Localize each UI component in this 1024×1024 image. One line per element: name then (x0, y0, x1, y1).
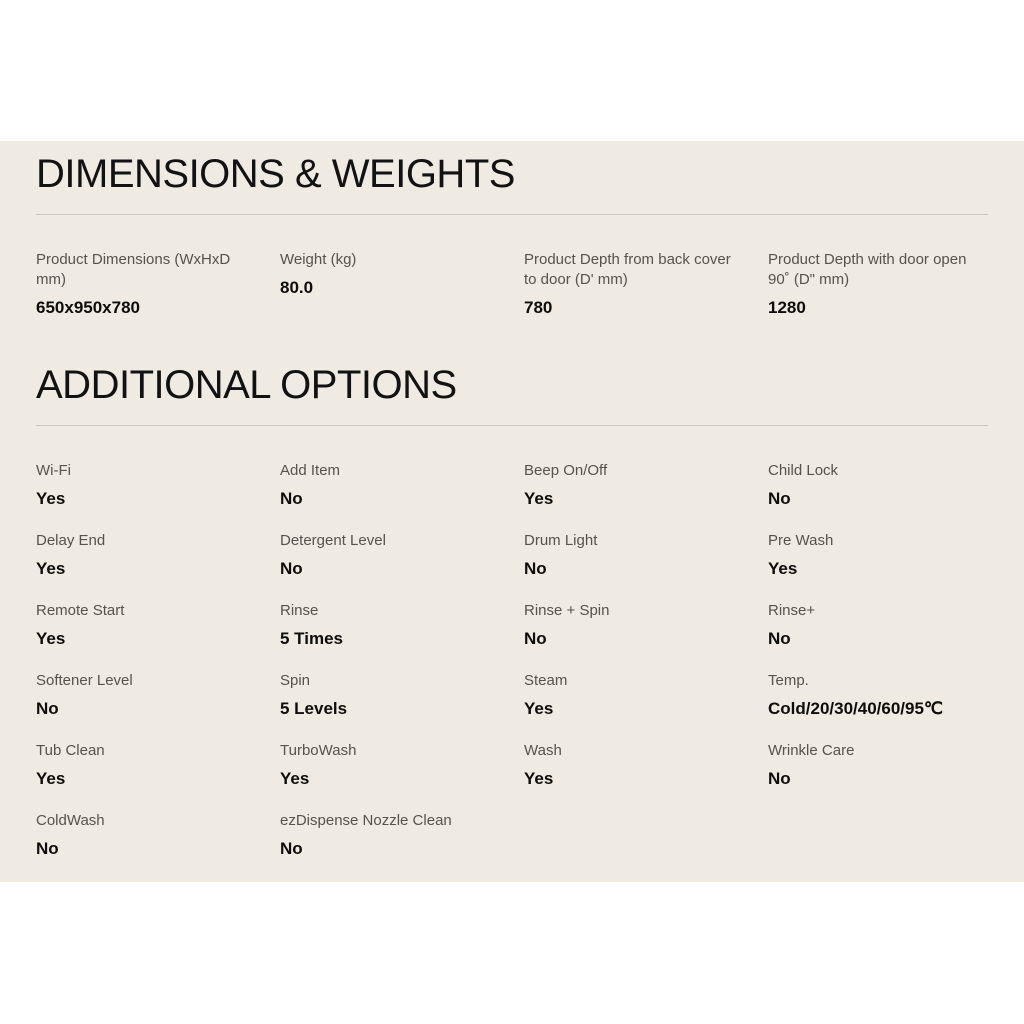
spec-item (280, 250, 500, 319)
spec-item-value: Yes (36, 489, 66, 508)
spec-item-label: Rinse+ (768, 602, 816, 619)
spec-item-value: No (768, 629, 791, 648)
spec-item-value: No (280, 839, 303, 858)
spec-item-value: 80.0 (280, 278, 314, 297)
spec-item (36, 811, 256, 860)
spec-item (280, 461, 500, 510)
spec-item-value: No (36, 839, 59, 858)
spec-item (524, 250, 744, 319)
spec-item-value: Yes (768, 559, 798, 578)
spec-item-value: 5 Times (280, 629, 344, 648)
section-divider (36, 425, 988, 426)
spec-item-label: ezDispense Nozzle Clean (280, 812, 452, 829)
section-additional-options (36, 363, 988, 860)
spec-item-label: Remote Start (36, 602, 125, 619)
spec-item (36, 250, 256, 319)
spec-item (768, 531, 988, 580)
spec-item (280, 671, 500, 720)
spec-item-label: Drum Light (524, 532, 598, 549)
spec-item-value: Yes (36, 769, 66, 788)
spec-item-label: Rinse + Spin (524, 602, 610, 619)
spec-item-value: No (280, 489, 303, 508)
spec-item-label: Rinse (280, 602, 319, 619)
spec-item (524, 531, 744, 580)
spec-item (36, 671, 256, 720)
spec-item (36, 601, 256, 650)
spec-item (768, 461, 988, 510)
spec-item-label: Delay End (36, 532, 106, 549)
dimensions-weights-grid (36, 250, 988, 319)
spec-item-value: Yes (36, 559, 66, 578)
additional-options-grid (36, 461, 988, 860)
spec-item-label: Detergent Level (280, 532, 386, 549)
spec-item-value: Cold/20/30/40/60/95℃ (768, 699, 944, 718)
spec-item-label: Tub Clean (36, 742, 105, 759)
spec-item-value: Yes (524, 699, 554, 718)
spec-item-label: Wash (524, 742, 562, 759)
spec-item-value: Yes (280, 769, 310, 788)
spec-item-value: No (36, 699, 59, 718)
spec-item-label: Product Depth from back cover to door (D' mm) (524, 251, 731, 288)
spec-item-label: Temp. (768, 672, 809, 689)
specs-panel (0, 141, 1024, 882)
spec-item-label: TurboWash (280, 742, 357, 759)
section-divider (36, 214, 988, 215)
spec-item-label: Steam (524, 672, 568, 689)
spec-item-label: Child Lock (768, 462, 839, 479)
spec-item-label: Product Depth with door open 90˚ (D" mm) (768, 251, 967, 288)
spec-item (280, 811, 500, 860)
spec-item-value: 5 Levels (280, 699, 348, 718)
spec-item (524, 671, 744, 720)
spec-item (768, 601, 988, 650)
spec-item-value: Yes (36, 629, 66, 648)
spec-item-label: Wi-Fi (36, 462, 71, 479)
dimensions-weights-title: DIMENSIONS & WEIGHTS (36, 152, 515, 196)
spec-item (768, 741, 988, 790)
spec-item (36, 531, 256, 580)
spec-item-value: Yes (524, 769, 554, 788)
spec-item-label: ColdWash (36, 812, 105, 829)
spec-item-label: Pre Wash (768, 532, 834, 549)
spec-item (36, 461, 256, 510)
spec-item (36, 741, 256, 790)
spec-item-value: 780 (524, 298, 553, 317)
spec-item (524, 461, 744, 510)
additional-options-title: ADDITIONAL OPTIONS (36, 363, 457, 407)
spec-item (524, 741, 744, 790)
spec-item-value: 650x950x780 (36, 298, 141, 317)
spec-item-label: Beep On/Off (524, 462, 608, 479)
spec-item-label: Spin (280, 672, 311, 689)
spec-item (768, 250, 988, 319)
spec-item (280, 531, 500, 580)
spec-item-label: Wrinkle Care (768, 742, 855, 759)
section-dimensions-weights (36, 152, 988, 319)
spec-item-value: No (768, 769, 791, 788)
spec-item-value: No (280, 559, 303, 578)
spec-item (280, 741, 500, 790)
spec-item-value: No (524, 559, 547, 578)
spec-item-label: Weight (kg) (280, 251, 357, 268)
spec-item (768, 671, 988, 720)
spec-item-value: No (524, 629, 547, 648)
spec-item-label: Softener Level (36, 672, 133, 689)
spec-item-label: Product Dimensions (WxHxD mm) (36, 251, 231, 288)
spec-item-value: Yes (524, 489, 554, 508)
spec-item-value: No (768, 489, 791, 508)
spec-item-label: Add Item (280, 462, 341, 479)
spec-item-value: 1280 (768, 298, 806, 317)
spec-item (280, 601, 500, 650)
spec-item (524, 601, 744, 650)
